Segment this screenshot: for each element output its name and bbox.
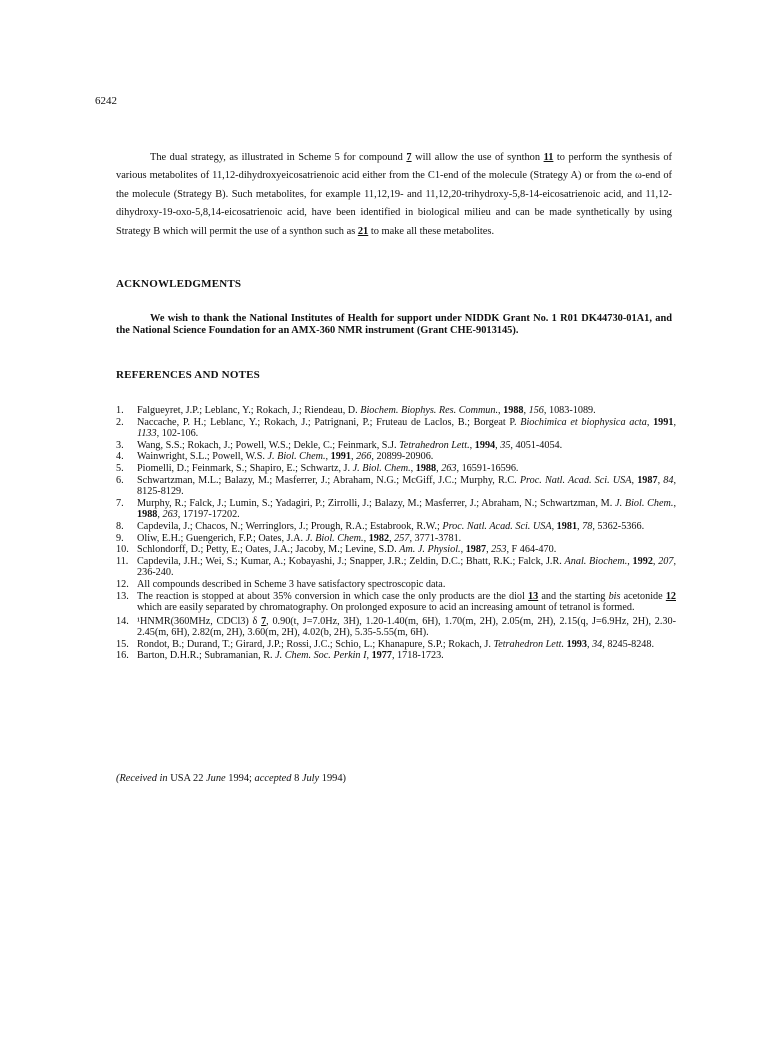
ref-text: Piomelli, D.; Feinmark, S.; Shapiro, E.; Schwartz, J. J. Biol. Chem., 1988, 263, 16591-16596. [137,462,519,474]
ref-text: Naccache, P. H.; Leblanc, Y.; Rokach, J.; Patrignani, P.; Fruteau de Laclos, B.; Borgeat P. Biochimica et biophysica acta, 1991, 1133, 102-106. [137,416,676,440]
acknowledgments-heading: ACKNOWLEDGMENTS [116,278,242,290]
ref-text: Oliw, E.H.; Guengerich, F.P.; Oates, J.A. J. Biol. Chem., 1982, 257, 3771-3781. [137,532,462,544]
para-text: to make all these metabolites. [368,225,495,237]
ref-number: 15. [116,638,129,650]
ref-number: 5. [116,462,124,474]
reference-item [116,451,676,463]
reference-item [116,405,676,417]
reference-item [116,463,676,475]
ref-number: 11. [116,555,129,567]
compound-ref: 7 [406,152,412,163]
ref-number: 8. [116,520,124,532]
reference-list [116,405,676,662]
compound-ref: 11 [543,152,554,163]
compound-ref: 21 [357,225,369,237]
reference-item [116,650,676,662]
reference-item [116,591,676,614]
ref-number: 1. [116,405,124,416]
ref-text: All compounds described in Scheme 3 have satisfactory spectroscopic data. [137,578,446,590]
ref-text: Rondot, B.; Durand, T.; Girard, J.P.; Rossi, J.C.; Schio, L.; Khanapure, S.P.; Rokach, J. Tetrahedron Lett. 1993, 34, 8245-8248. [137,638,655,650]
references-heading: REFERENCES AND NOTES [116,369,260,381]
ref-number: 4. [116,451,124,463]
ref-number: 7. [116,497,124,509]
acknowledgments-text [116,313,672,336]
compound-ref: 12 [665,590,676,602]
ref-text: ¹HNMR(360MHz, CDCl3) δ 7, 0.90(t, J=7.0Hz, 3H), 1.20-1.40(m, 6H), 1.70(m, 2H), 2.05(m, 2H), 2.15(q, J=6.9Hz, 2H), 2.30-2.45(m, 6H), 2.82(m, 2H), 3.60(m, 2H), 4.02(b, 2H), 5.35-5.55(m, 6H). [137,615,677,639]
para-text: will allow the use of synthon [411,152,544,163]
ack-body: We wish to thank the National Institutes of Health for support under NIDDK Grant No. 1 R01 DK44730-01A1, and the National Science Foundation for an AMX-360 NMR instrument (Grant CHE-9013145). [116,313,672,336]
reference-item [116,440,676,452]
ref-text: Capdevila, J.H.; Wei, S.; Kumar, A.; Kobayashi, J.; Snapper, J.R.; Zeldin, D.C.; Bhatt, R.K.; Falck, J.R. Anal. Biochem., 1992, 207, 236-240. [137,555,677,579]
reference-item [116,417,676,440]
ref-text: Barton, D.H.R.; Subramanian, R. J. Chem. Soc. Perkin I, 1977, 1718-1723. [137,650,444,662]
compound-ref: 13 [528,590,539,602]
ref-number: 16. [116,650,129,662]
para-text: to perform the synthesis of various metabolites of 11,12-dihydroxyeicosatrienoic acid either from the C1-end of the molecule (Strategy A) or from the ω-end of the molecule (Strategy B). Such metabolites, for example 11,12,19- and 11,12,20-trihydroxy-5,8-14-eicosatrienoic acid, and 11,12-dihydroxy-19-oxo-5,8,14-eicosatrienoic acid, have been identified in biological milieu and can be made synthetically by using Strategy B which will permit the use of a synthon such as [116,152,672,237]
ref-text: Falgueyret, J.P.; Leblanc, Y.; Rokach, J.; Riendeau, D. Biochem. Biophys. Res. Commun., 1988, 156, 1083-1089. [137,405,596,416]
ref-text: The reaction is stopped at about 35% conversion in which case the only products are the diol 13 and the starting bis acetonide 12 which are easily separated by chromatography. On prolonged exposure to acid an increasing amount of tetranol is formed. [137,590,676,614]
para-text: The dual strategy, as illustrated in Scheme 5 for compound [150,152,407,163]
ref-number: 14. [116,615,129,627]
page-number: 6242 [95,95,117,107]
ref-text: Schlondorff, D.; Petty, E.; Oates, J.A.; Jacoby, M.; Levine, S.D. Am. J. Physiol., 1987, 253, F 464-470. [137,544,557,556]
reference-item [116,616,676,639]
reference-item [116,521,676,533]
ref-number: 2. [116,416,124,428]
ref-text: Wainwright, S.L.; Powell, W.S. J. Biol. Chem., 1991, 266, 20899-20906. [137,451,434,463]
ref-number: 3. [116,439,124,451]
ref-number: 13. [116,590,129,602]
received-line: (Received in USA 22 June 1994; accepted 8 July 1994) [116,773,347,784]
ref-text: Schwartzman, M.L.; Balazy, M.; Masferrer, J.; Abraham, N.G.; McGiff, J.C.; Murphy, R.C. Proc. Natl. Acad. Sci. USA, 1987, 84, 8125-8129. [137,474,676,498]
reference-item [116,639,676,651]
reference-item [116,544,676,556]
ref-text: Capdevila, J.; Chacos, N.; Werringlors, J.; Prough, R.A.; Estabrook, R.W.; Proc. Natl. Acad. Sci. USA, 1981, 78, 5362-5366. [137,520,645,532]
ref-number: 9. [116,532,124,544]
reference-item [116,579,676,591]
ref-number: 6. [116,474,124,486]
ref-number: 12. [116,578,129,590]
reference-item [116,533,676,545]
reference-item [116,556,676,579]
body-paragraph [116,149,672,241]
ref-number: 10. [116,544,129,556]
compound-ref: 7 [261,615,267,627]
ref-text: Wang, S.S.; Rokach, J.; Powell, W.S.; Dekle, C.; Feinmark, S.J. Tetrahedron Lett., 1994, 35, 4051-4054. [137,439,563,451]
reference-item [116,498,676,521]
reference-item [116,475,676,498]
ref-text: Murphy, R.; Falck, J.; Lumin, S.; Yadagiri, P.; Zirrolli, J.; Balazy, M.; Masferrer, J.; Abraham, N.; Schwartzman, M. J. Biol. Chem., 1988, 263, 17197-17202. [137,497,676,521]
